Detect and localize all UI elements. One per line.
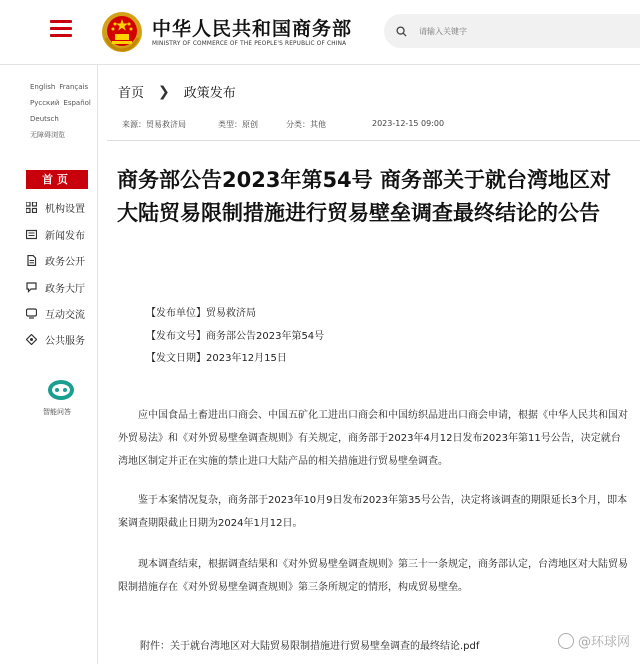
robot-icon[interactable] <box>46 377 76 403</box>
info-doc-number: 【发布文号】商务部公告2023年第54号 <box>146 331 325 342</box>
search-input[interactable] <box>419 27 619 36</box>
sidebar-item-label: 机构设置 <box>45 203 85 215</box>
lang-german[interactable]: Deutsch <box>30 115 59 123</box>
news-icon <box>26 229 37 240</box>
language-links <box>30 79 95 143</box>
lang-russian[interactable]: Русский <box>30 99 60 107</box>
sidebar-item-interaction[interactable] <box>26 304 85 322</box>
robot-label: 智能问答 <box>43 408 71 416</box>
breadcrumb <box>118 82 236 101</box>
sidebar-item-public-service[interactable] <box>26 330 85 348</box>
hall-icon <box>26 282 37 293</box>
site-name-en: MINISTRY OF COMMERCE OF THE PEOPLE'S REPUBLIC OF CHINA <box>152 40 347 47</box>
article-paragraph: 应中国食品土畜进出口商会、中国五矿化工进出口商会和中国纺织品进出口商会申请，根据《中华人民共和国对外贸易法》和《对外贸易壁垒调查规则》有关规定，商务部于2023年4月12日发布2023年第11号公告，决定就台湾地区制定并正在实施的禁止进口大陆产品的相关措施进行贸易壁垒调查。 <box>118 410 628 467</box>
national-emblem-icon[interactable] <box>100 10 144 54</box>
breadcrumb-home[interactable]: 首页 <box>118 86 145 101</box>
meta-source: 来源：贸易救济局 <box>122 120 186 129</box>
watermark <box>558 631 630 650</box>
watermark-logo-icon <box>558 633 574 649</box>
watermark-text: @环球网 <box>577 635 630 650</box>
lang-english[interactable]: English <box>30 83 56 91</box>
sidebar-item-label: 公共服务 <box>45 335 85 347</box>
sidebar-item-label: 新闻发布 <box>45 230 85 242</box>
sidebar-item-public-affairs[interactable] <box>26 251 85 269</box>
menu-icon[interactable] <box>50 20 72 38</box>
service-icon <box>26 334 37 345</box>
sidebar-item-organization[interactable] <box>26 198 85 216</box>
sidebar-item-label: 互动交流 <box>45 309 85 321</box>
chat-icon <box>26 308 37 319</box>
breadcrumb-section[interactable]: 政策发布 <box>183 86 236 101</box>
attachment-link[interactable]: 附件：关于就台湾地区对大陆贸易限制措施进行贸易壁垒调查的最终结论.pdf <box>140 641 480 652</box>
site-name: 中华人民共和国商务部 <box>152 18 353 40</box>
search-box[interactable] <box>384 14 640 48</box>
info-issuer: 【发布单位】贸易救济局 <box>146 308 256 319</box>
article-paragraph: 现本调查结束，根据调查结果和《对外贸易壁垒调查规则》第三十一条规定，商务部认定，台湾地区对大陆贸易限制措施存在《对外贸易壁垒调查规则》第三条所规定的情形，构成贸易壁垒。 <box>118 559 628 593</box>
info-issue-date: 【发文日期】2023年12月15日 <box>146 353 287 364</box>
meta-category: 分类：其他 <box>286 120 326 129</box>
chevron-right-icon: ❯ <box>158 83 170 100</box>
accessibility-link[interactable]: 无障碍浏览 <box>30 131 65 139</box>
sidebar-item-label: 政务公开 <box>45 256 85 268</box>
sidebar-item-service-hall[interactable] <box>26 278 85 296</box>
meta-divider <box>107 140 640 141</box>
lang-french[interactable]: Français <box>59 83 89 91</box>
site-header <box>0 0 640 64</box>
sidebar-item-news[interactable] <box>26 225 85 243</box>
sidebar <box>0 65 98 664</box>
sidebar-item-home[interactable]: 首页 <box>26 170 88 189</box>
article-title: 商务部公告2023年第54号 商务部关于就台湾地区对大陆贸易限制措施进行贸易壁垒调查最终结论的公告 <box>117 168 611 225</box>
meta-type: 类型：原创 <box>218 120 258 129</box>
meta-datetime: 2023-12-15 09:00 <box>372 119 445 128</box>
grid-icon <box>26 202 37 213</box>
search-icon[interactable] <box>396 26 407 37</box>
article-paragraph: 鉴于本案情况复杂，商务部于2023年10月9日发布2023年第35号公告，决定将该调查的期限延长3个月，即本案调查期限截止日期为2024年1月12日。 <box>118 495 628 529</box>
document-icon <box>26 255 37 266</box>
sidebar-item-label: 政务大厅 <box>45 283 85 295</box>
lang-spanish[interactable]: Español <box>63 99 91 107</box>
